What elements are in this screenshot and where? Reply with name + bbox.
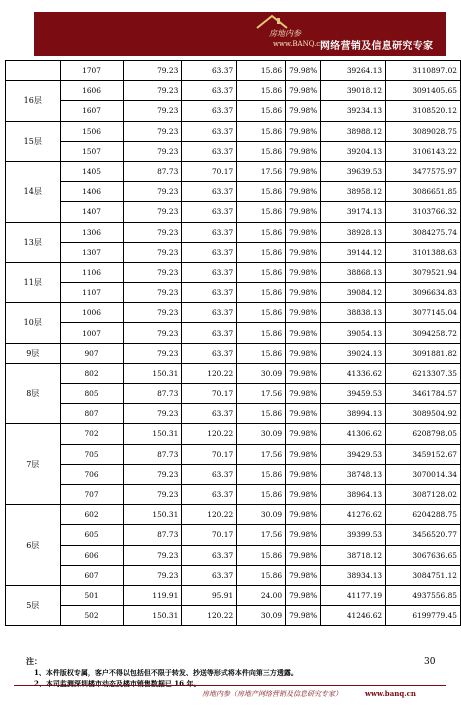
inner-cell: 63.37 (182, 202, 237, 222)
shared-cell: 30.09 (237, 363, 286, 383)
floor-cell: 16层 (6, 81, 61, 121)
unit-price-cell: 39429.53 (321, 444, 386, 464)
rate-cell: 79.98% (286, 484, 321, 504)
shared-cell: 17.56 (237, 384, 286, 404)
shared-cell: 15.86 (237, 121, 286, 141)
area-cell: 79.23 (123, 222, 182, 242)
unit-price-cell: 38868.13 (321, 262, 386, 282)
price-table (5, 60, 461, 626)
logo-text: 房地内参 (269, 29, 301, 38)
rate-cell: 79.98% (286, 202, 321, 222)
room-cell: 605 (60, 525, 123, 545)
area-cell: 79.23 (123, 323, 182, 343)
rate-cell: 79.98% (286, 565, 321, 585)
inner-cell: 70.17 (182, 525, 237, 545)
table-row (6, 464, 461, 484)
rate-cell: 79.98% (286, 141, 321, 161)
unit-price-cell: 39024.13 (321, 343, 386, 363)
total-cell: 3077145.04 (386, 303, 461, 323)
inner-cell: 63.37 (182, 464, 237, 484)
area-cell: 79.23 (123, 202, 182, 222)
table-row (6, 121, 461, 141)
area-cell: 150.31 (123, 606, 182, 626)
unit-price-cell: 39264.13 (321, 61, 386, 81)
rate-cell: 79.98% (286, 444, 321, 464)
total-cell: 3101388.63 (386, 242, 461, 262)
table-row (6, 404, 461, 424)
inner-cell: 95.91 (182, 585, 237, 605)
room-cell: 807 (60, 404, 123, 424)
unit-price-cell: 38718.12 (321, 545, 386, 565)
total-cell: 6208798.05 (386, 424, 461, 444)
room-cell: 802 (60, 363, 123, 383)
shared-cell: 15.86 (237, 182, 286, 202)
unit-price-cell: 38964.13 (321, 484, 386, 504)
rate-cell: 79.98% (286, 81, 321, 101)
total-cell: 4937556.85 (386, 585, 461, 605)
unit-price-cell: 41246.62 (321, 606, 386, 626)
rate-cell: 79.98% (286, 61, 321, 81)
shared-cell: 15.86 (237, 61, 286, 81)
rate-cell: 79.98% (286, 404, 321, 424)
inner-cell: 63.37 (182, 545, 237, 565)
total-cell: 3091405.65 (386, 81, 461, 101)
room-cell: 1007 (60, 323, 123, 343)
shared-cell: 15.86 (237, 222, 286, 242)
banner-title: 网络营销及信息研究专家 (320, 41, 434, 52)
rate-cell: 79.98% (286, 262, 321, 282)
room-cell: 907 (60, 343, 123, 363)
inner-cell: 63.37 (182, 303, 237, 323)
area-cell: 150.31 (123, 424, 182, 444)
total-cell: 3103766.32 (386, 202, 461, 222)
table-row (6, 182, 461, 202)
unit-price-cell: 41276.62 (321, 505, 386, 525)
total-cell: 6199779.45 (386, 606, 461, 626)
floor-cell: 9层 (6, 343, 61, 363)
unit-price-cell: 38748.13 (321, 464, 386, 484)
inner-cell: 63.37 (182, 141, 237, 161)
unit-price-cell: 39234.13 (321, 101, 386, 121)
table-row (6, 606, 461, 626)
inner-cell: 120.22 (182, 424, 237, 444)
inner-cell: 120.22 (182, 363, 237, 383)
rate-cell: 79.98% (286, 505, 321, 525)
shared-cell: 15.86 (237, 101, 286, 121)
shared-cell: 15.86 (237, 464, 286, 484)
unit-price-cell: 41306.62 (321, 424, 386, 444)
area-cell: 119.91 (123, 585, 182, 605)
shared-cell: 17.56 (237, 525, 286, 545)
total-cell: 3110897.02 (386, 61, 461, 81)
area-cell: 79.23 (123, 242, 182, 262)
area-cell: 87.73 (123, 444, 182, 464)
table-row (6, 505, 461, 525)
rate-cell: 79.98% (286, 101, 321, 121)
area-cell: 79.23 (123, 121, 182, 141)
shared-cell: 30.09 (237, 505, 286, 525)
total-cell: 3084275.74 (386, 222, 461, 242)
total-cell: 3096634.83 (386, 283, 461, 303)
rate-cell: 79.98% (286, 585, 321, 605)
table-row (6, 283, 461, 303)
table-row (6, 545, 461, 565)
table-row (6, 565, 461, 585)
table-row (6, 303, 461, 323)
rate-cell: 79.98% (286, 606, 321, 626)
room-cell: 1607 (60, 101, 123, 121)
rate-cell: 79.98% (286, 161, 321, 181)
floor-cell: 5层 (6, 585, 61, 625)
table-row (6, 384, 461, 404)
floor-cell: 11层 (6, 262, 61, 302)
area-cell: 79.23 (123, 484, 182, 504)
unit-price-cell: 39459.53 (321, 384, 386, 404)
table-row (6, 161, 461, 181)
note-line-1: 1、本件版权专属，客户不得以包括但不限于转发、抄送等形式将本件向第三方透露。 (34, 668, 298, 677)
room-cell: 1306 (60, 222, 123, 242)
room-cell: 502 (60, 606, 123, 626)
room-cell: 1606 (60, 81, 123, 101)
rate-cell: 79.98% (286, 424, 321, 444)
shared-cell: 15.86 (237, 343, 286, 363)
shared-cell: 15.86 (237, 565, 286, 585)
area-cell: 79.23 (123, 182, 182, 202)
table-row (6, 363, 461, 383)
room-cell: 1006 (60, 303, 123, 323)
area-cell: 79.23 (123, 81, 182, 101)
footer-url: www.banq.cn (365, 689, 417, 698)
table-row (6, 323, 461, 343)
total-cell: 3106143.22 (386, 141, 461, 161)
room-cell: 1707 (60, 61, 123, 81)
floor-cell: 13层 (6, 222, 61, 262)
unit-price-cell: 39084.12 (321, 283, 386, 303)
room-cell: 705 (60, 444, 123, 464)
inner-cell: 63.37 (182, 81, 237, 101)
floor-cell: 7层 (6, 424, 61, 505)
inner-cell: 63.37 (182, 262, 237, 282)
room-cell: 501 (60, 585, 123, 605)
rate-cell: 79.98% (286, 303, 321, 323)
shared-cell: 15.86 (237, 283, 286, 303)
room-cell: 1106 (60, 262, 123, 282)
total-cell: 3459152.67 (386, 444, 461, 464)
area-cell: 79.23 (123, 343, 182, 363)
floor-cell: 6层 (6, 505, 61, 586)
inner-cell: 70.17 (182, 384, 237, 404)
total-cell: 3089028.75 (386, 121, 461, 141)
logo-url: www.BANQ.cn (273, 40, 325, 48)
rate-cell: 79.98% (286, 384, 321, 404)
total-cell: 3084751.12 (386, 565, 461, 585)
inner-cell: 70.17 (182, 161, 237, 181)
unit-price-cell: 38928.13 (321, 222, 386, 242)
unit-price-cell: 39054.13 (321, 323, 386, 343)
rate-cell: 79.98% (286, 464, 321, 484)
shared-cell: 15.86 (237, 81, 286, 101)
table-row (6, 484, 461, 504)
unit-price-cell: 38988.12 (321, 121, 386, 141)
unit-price-cell: 39399.53 (321, 525, 386, 545)
notes-label: 注： (26, 656, 42, 666)
room-cell: 706 (60, 464, 123, 484)
unit-price-cell: 39018.12 (321, 81, 386, 101)
room-cell: 602 (60, 505, 123, 525)
shared-cell: 17.56 (237, 161, 286, 181)
table-row (6, 242, 461, 262)
total-cell: 3067636.65 (386, 545, 461, 565)
table-row (6, 141, 461, 161)
inner-cell: 120.22 (182, 606, 237, 626)
total-cell: 3456520.77 (386, 525, 461, 545)
total-cell: 3089504.92 (386, 404, 461, 424)
area-cell: 79.23 (123, 565, 182, 585)
table-row (6, 222, 461, 242)
total-cell: 3070014.34 (386, 464, 461, 484)
room-cell: 1307 (60, 242, 123, 262)
floor-cell: 14层 (6, 161, 61, 222)
unit-price-cell: 41177.19 (321, 585, 386, 605)
floor-cell: 10层 (6, 303, 61, 343)
floor-cell (6, 61, 61, 81)
area-cell: 79.23 (123, 303, 182, 323)
shared-cell: 30.09 (237, 606, 286, 626)
total-cell: 3108520.12 (386, 101, 461, 121)
area-cell: 79.23 (123, 61, 182, 81)
table-row (6, 343, 461, 363)
rate-cell: 79.98% (286, 525, 321, 545)
shared-cell: 15.86 (237, 303, 286, 323)
total-cell: 3087128.02 (386, 484, 461, 504)
inner-cell: 70.17 (182, 444, 237, 464)
inner-cell: 63.37 (182, 323, 237, 343)
inner-cell: 63.37 (182, 182, 237, 202)
unit-price-cell: 38838.13 (321, 303, 386, 323)
unit-price-cell: 38958.12 (321, 182, 386, 202)
rate-cell: 79.98% (286, 283, 321, 303)
page-number: 30 (424, 657, 436, 667)
shared-cell: 15.86 (237, 404, 286, 424)
rate-cell: 79.98% (286, 222, 321, 242)
room-cell: 1405 (60, 161, 123, 181)
shared-cell: 17.56 (237, 444, 286, 464)
area-cell: 79.23 (123, 262, 182, 282)
unit-price-cell: 38994.13 (321, 404, 386, 424)
inner-cell: 63.37 (182, 565, 237, 585)
shared-cell: 30.09 (237, 424, 286, 444)
inner-cell: 63.37 (182, 283, 237, 303)
room-cell: 1107 (60, 283, 123, 303)
unit-price-cell: 39174.13 (321, 202, 386, 222)
note-line-2: 2、本司监测深圳楼市动态及楼市销售数据已 16 年。 (34, 679, 201, 688)
footer-text: 房地内参（房地产网络营销及信息研究专家） (202, 690, 342, 698)
table-row (6, 61, 461, 81)
area-cell: 79.23 (123, 545, 182, 565)
rate-cell: 79.98% (286, 545, 321, 565)
inner-cell: 63.37 (182, 61, 237, 81)
table-row (6, 101, 461, 121)
room-cell: 607 (60, 565, 123, 585)
area-cell: 87.73 (123, 384, 182, 404)
area-cell: 79.23 (123, 464, 182, 484)
shared-cell: 15.86 (237, 323, 286, 343)
rate-cell: 79.98% (286, 242, 321, 262)
unit-price-cell: 38934.13 (321, 565, 386, 585)
rate-cell: 79.98% (286, 363, 321, 383)
area-cell: 87.73 (123, 161, 182, 181)
shared-cell: 15.86 (237, 484, 286, 504)
area-cell: 79.23 (123, 283, 182, 303)
total-cell: 3086651.85 (386, 182, 461, 202)
area-cell: 79.23 (123, 101, 182, 121)
inner-cell: 63.37 (182, 484, 237, 504)
table-row (6, 81, 461, 101)
table-row (6, 262, 461, 282)
room-cell: 606 (60, 545, 123, 565)
rate-cell: 79.98% (286, 182, 321, 202)
room-cell: 1407 (60, 202, 123, 222)
shared-cell: 15.86 (237, 202, 286, 222)
area-cell: 150.31 (123, 363, 182, 383)
inner-cell: 63.37 (182, 101, 237, 121)
total-cell: 3094258.72 (386, 323, 461, 343)
total-cell: 3461784.57 (386, 384, 461, 404)
shared-cell: 15.86 (237, 262, 286, 282)
table-row (6, 585, 461, 605)
rate-cell: 79.98% (286, 121, 321, 141)
floor-cell: 8层 (6, 363, 61, 424)
total-cell: 6204288.75 (386, 505, 461, 525)
room-cell: 1506 (60, 121, 123, 141)
total-cell: 3079521.94 (386, 262, 461, 282)
room-cell: 805 (60, 384, 123, 404)
room-cell: 702 (60, 424, 123, 444)
inner-cell: 63.37 (182, 121, 237, 141)
area-cell: 79.23 (123, 404, 182, 424)
floor-cell: 15层 (6, 121, 61, 161)
rate-cell: 79.98% (286, 323, 321, 343)
room-cell: 1406 (60, 182, 123, 202)
table-row (6, 444, 461, 464)
table-row (6, 424, 461, 444)
rate-cell: 79.98% (286, 343, 321, 363)
total-cell: 3477575.97 (386, 161, 461, 181)
room-cell: 1507 (60, 141, 123, 161)
area-cell: 150.31 (123, 505, 182, 525)
inner-cell: 120.22 (182, 505, 237, 525)
total-cell: 3091881.82 (386, 343, 461, 363)
inner-cell: 63.37 (182, 222, 237, 242)
inner-cell: 63.37 (182, 343, 237, 363)
table-row (6, 202, 461, 222)
unit-price-cell: 39144.12 (321, 242, 386, 262)
table-row (6, 525, 461, 545)
unit-price-cell: 39204.13 (321, 141, 386, 161)
unit-price-cell: 41336.62 (321, 363, 386, 383)
shared-cell: 15.86 (237, 242, 286, 262)
shared-cell: 24.00 (237, 585, 286, 605)
shared-cell: 15.86 (237, 545, 286, 565)
inner-cell: 63.37 (182, 242, 237, 262)
area-cell: 87.73 (123, 525, 182, 545)
inner-cell: 63.37 (182, 404, 237, 424)
shared-cell: 15.86 (237, 141, 286, 161)
room-cell: 707 (60, 484, 123, 504)
total-cell: 6213307.35 (386, 363, 461, 383)
area-cell: 79.23 (123, 141, 182, 161)
unit-price-cell: 39639.53 (321, 161, 386, 181)
